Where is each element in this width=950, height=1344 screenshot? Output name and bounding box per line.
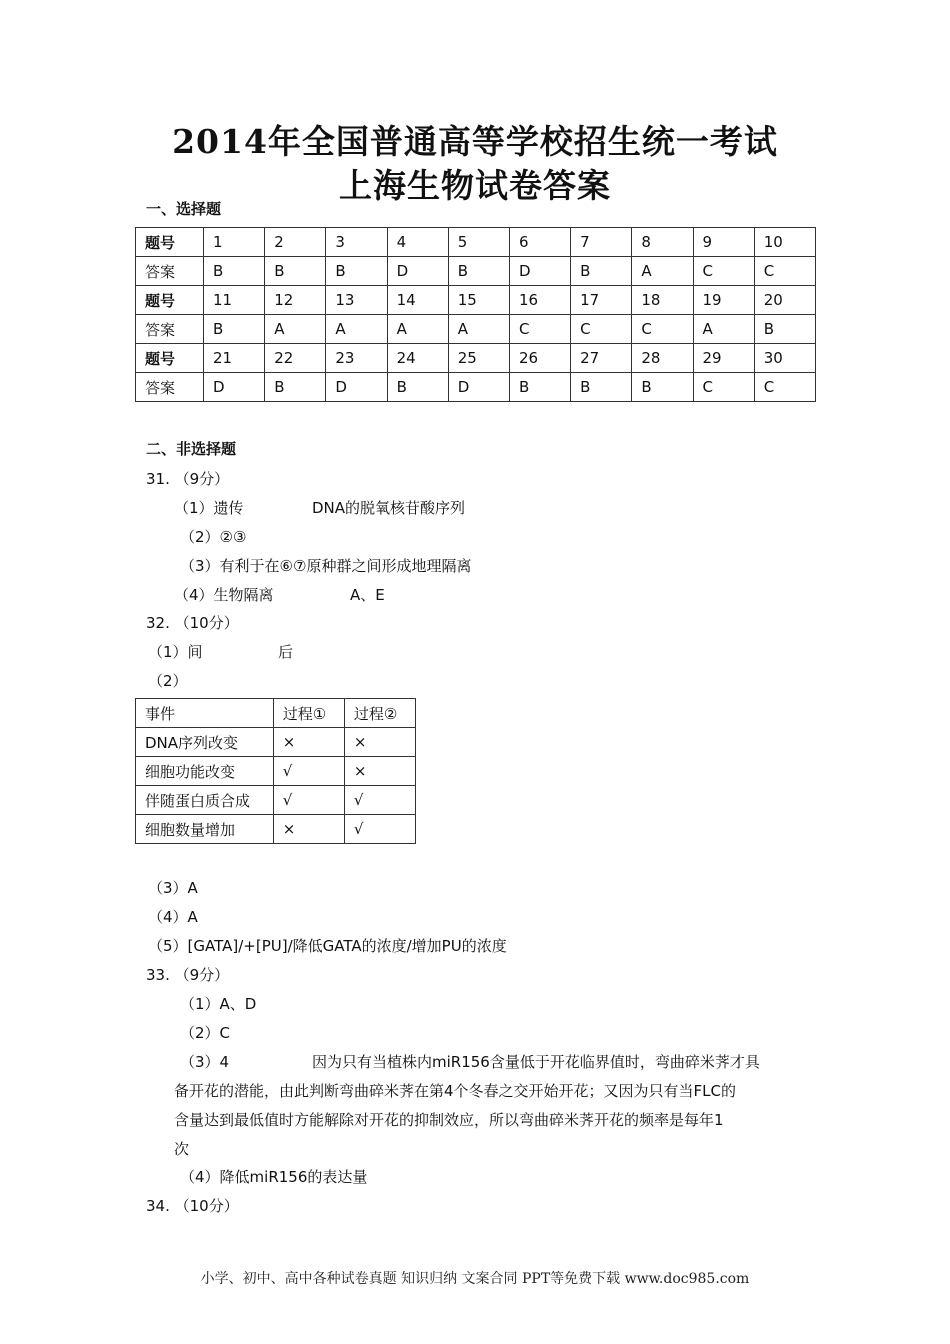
question-number-row-cell: 21 xyxy=(204,344,265,373)
answer-row-cell: B xyxy=(509,373,570,402)
question-number-row-cell: 17 xyxy=(571,286,632,315)
question-number-row-cell: 19 xyxy=(693,286,754,315)
question-number-row-cell: 15 xyxy=(448,286,509,315)
answer-row-cell: D xyxy=(448,373,509,402)
question-number-row-cell: 9 xyxy=(693,228,754,257)
q32-answer-1b: 后 xyxy=(278,643,294,661)
answer-row-cell: B xyxy=(265,257,326,286)
event-mark-cell: × xyxy=(344,757,415,786)
answer-row-cell: C xyxy=(693,373,754,402)
answer-row-cell: C xyxy=(693,257,754,286)
question-number-row-cell: 8 xyxy=(632,228,693,257)
answer-row-cell: B xyxy=(387,373,448,402)
question-number-row-cell: 27 xyxy=(571,344,632,373)
answer-row-cell: D xyxy=(204,373,265,402)
question-number-row-label: 题号 xyxy=(136,344,204,373)
answer-row-cell: C xyxy=(754,373,815,402)
q33-answer-3-text-1: 因为只有当植株内miR156含量低于开花临界值时，弯曲碎米荠才具 xyxy=(312,1053,760,1071)
q31-header: 31. （9分） xyxy=(146,470,230,488)
question-number-row-cell: 22 xyxy=(265,344,326,373)
question-number-row-cell: 24 xyxy=(387,344,448,373)
event-table-header-cell: 过程② xyxy=(344,699,415,728)
answer-row-cell: D xyxy=(387,257,448,286)
answer-row-cell: B xyxy=(571,373,632,402)
answer-row-cell: B xyxy=(448,257,509,286)
question-number-row-cell: 14 xyxy=(387,286,448,315)
q31-answer-3: （3）有利于在⑥⑦原种群之间形成地理隔离 xyxy=(180,557,472,575)
answer-row xyxy=(136,373,816,402)
q33-answer-2: （2）C xyxy=(180,1024,231,1042)
q32-header: 32. （10分） xyxy=(146,614,239,632)
answer-row-cell: B xyxy=(265,373,326,402)
q33-answer-1: （1）A、D xyxy=(180,995,257,1013)
event-mark-cell: × xyxy=(273,728,344,757)
event-name-cell: 细胞功能改变 xyxy=(136,757,274,786)
section1-heading: 一、选择题 xyxy=(146,200,222,218)
page-footer: 小学、初中、高中各种试卷真题 知识归纳 文案合同 PPT等免费下载 www.doc985.com xyxy=(200,1271,750,1287)
q33-answer-4: （4）降低miR156的表达量 xyxy=(180,1168,368,1186)
answer-row-cell: A xyxy=(326,315,387,344)
q32-answer-1: （1）间 xyxy=(148,643,203,661)
event-name-cell: 伴随蛋白质合成 xyxy=(136,786,274,815)
answer-row xyxy=(136,315,816,344)
answer-row-cell: B xyxy=(326,257,387,286)
q31-answer-4: （4）生物隔离 xyxy=(174,586,274,604)
question-number-row-cell: 3 xyxy=(326,228,387,257)
q32-answer-3: （3）A xyxy=(148,879,198,897)
q33-answer-3-text-4: 次 xyxy=(174,1140,190,1158)
answer-row-cell: A xyxy=(632,257,693,286)
section2-heading: 二、非选择题 xyxy=(146,440,237,458)
answer-row-cell: A xyxy=(693,315,754,344)
question-number-row-cell: 12 xyxy=(265,286,326,315)
q32-answer-2: （2） xyxy=(148,672,188,690)
question-number-row-cell: 23 xyxy=(326,344,387,373)
question-number-row-cell: 29 xyxy=(693,344,754,373)
question-number-row-cell: 13 xyxy=(326,286,387,315)
q32-answer-5: （5）[GATA]/+[PU]/降低GATA的浓度/增加PU的浓度 xyxy=(148,937,507,955)
q33-answer-3-text-3: 含量达到最低值时方能解除对开花的抑制效应，所以弯曲碎米荠开花的频率是每年1 xyxy=(174,1111,724,1129)
question-number-row-cell: 7 xyxy=(571,228,632,257)
question-number-row-cell: 18 xyxy=(632,286,693,315)
question-number-row-cell: 16 xyxy=(509,286,570,315)
answer-row-cell: B xyxy=(754,315,815,344)
answer-row xyxy=(136,257,816,286)
answer-row-label: 答案 xyxy=(136,257,204,286)
process-event-table xyxy=(135,698,416,844)
q31-answer-2: （2）②③ xyxy=(180,528,247,546)
event-mark-cell: × xyxy=(273,815,344,844)
answer-row-cell: B xyxy=(632,373,693,402)
event-table-row xyxy=(136,815,416,844)
question-number-row-cell: 28 xyxy=(632,344,693,373)
event-table-row xyxy=(136,728,416,757)
q34-header: 34. （10分） xyxy=(146,1197,239,1215)
question-number-row xyxy=(136,344,816,373)
answer-row-label: 答案 xyxy=(136,373,204,402)
answer-row-cell: B xyxy=(204,257,265,286)
event-mark-cell: √ xyxy=(344,815,415,844)
event-table-row xyxy=(136,786,416,815)
answer-row-cell: B xyxy=(204,315,265,344)
answer-row-cell: A xyxy=(265,315,326,344)
question-number-row-cell: 30 xyxy=(754,344,815,373)
question-number-row-cell: 2 xyxy=(265,228,326,257)
answer-row-cell: C xyxy=(509,315,570,344)
answer-row-cell: C xyxy=(632,315,693,344)
q32-answer-4: （4）A xyxy=(148,908,198,926)
answer-row-cell: D xyxy=(509,257,570,286)
question-number-row-cell: 10 xyxy=(754,228,815,257)
event-mark-cell: √ xyxy=(273,757,344,786)
q33-answer-3-text-2: 备开花的潜能，由此判断弯曲碎米荠在第4个冬春之交开始开花；又因为只有当FLC的 xyxy=(174,1082,737,1100)
question-number-row-cell: 20 xyxy=(754,286,815,315)
answer-row-cell: C xyxy=(754,257,815,286)
question-number-row-cell: 11 xyxy=(204,286,265,315)
event-name-cell: 细胞数量增加 xyxy=(136,815,274,844)
question-number-row-label: 题号 xyxy=(136,228,204,257)
question-number-row-cell: 25 xyxy=(448,344,509,373)
page-title-line2: 上海生物试卷答案 xyxy=(339,166,611,205)
event-name-cell: DNA序列改变 xyxy=(136,728,274,757)
page-title-line1: 2014年全国普通高等学校招生统一考试 xyxy=(172,122,778,161)
answer-row-cell: D xyxy=(326,373,387,402)
question-number-row xyxy=(136,286,816,315)
question-number-row-cell: 1 xyxy=(204,228,265,257)
answer-row-label: 答案 xyxy=(136,315,204,344)
answer-row-cell: B xyxy=(571,257,632,286)
answer-row-cell: C xyxy=(571,315,632,344)
q31-answer-1: （1）遗传 xyxy=(174,499,244,517)
event-mark-cell: × xyxy=(344,728,415,757)
question-number-row-cell: 4 xyxy=(387,228,448,257)
event-table-row xyxy=(136,757,416,786)
answer-row-cell: A xyxy=(387,315,448,344)
event-table-header-cell: 事件 xyxy=(136,699,274,728)
event-table-header xyxy=(136,699,416,728)
question-number-row-cell: 6 xyxy=(509,228,570,257)
answer-row-cell: A xyxy=(448,315,509,344)
q33-header: 33. （9分） xyxy=(146,966,230,984)
q31-answer-4b: A、E xyxy=(350,586,385,604)
event-mark-cell: √ xyxy=(273,786,344,815)
question-number-row-cell: 26 xyxy=(509,344,570,373)
event-table-header-cell: 过程① xyxy=(273,699,344,728)
q31-answer-1b: DNA的脱氧核苷酸序列 xyxy=(312,499,466,517)
event-mark-cell: √ xyxy=(344,786,415,815)
q33-answer-3: （3）4 xyxy=(180,1053,230,1071)
question-number-row-cell: 5 xyxy=(448,228,509,257)
choice-answer-table xyxy=(135,227,816,402)
question-number-row xyxy=(136,228,816,257)
question-number-row-label: 题号 xyxy=(136,286,204,315)
